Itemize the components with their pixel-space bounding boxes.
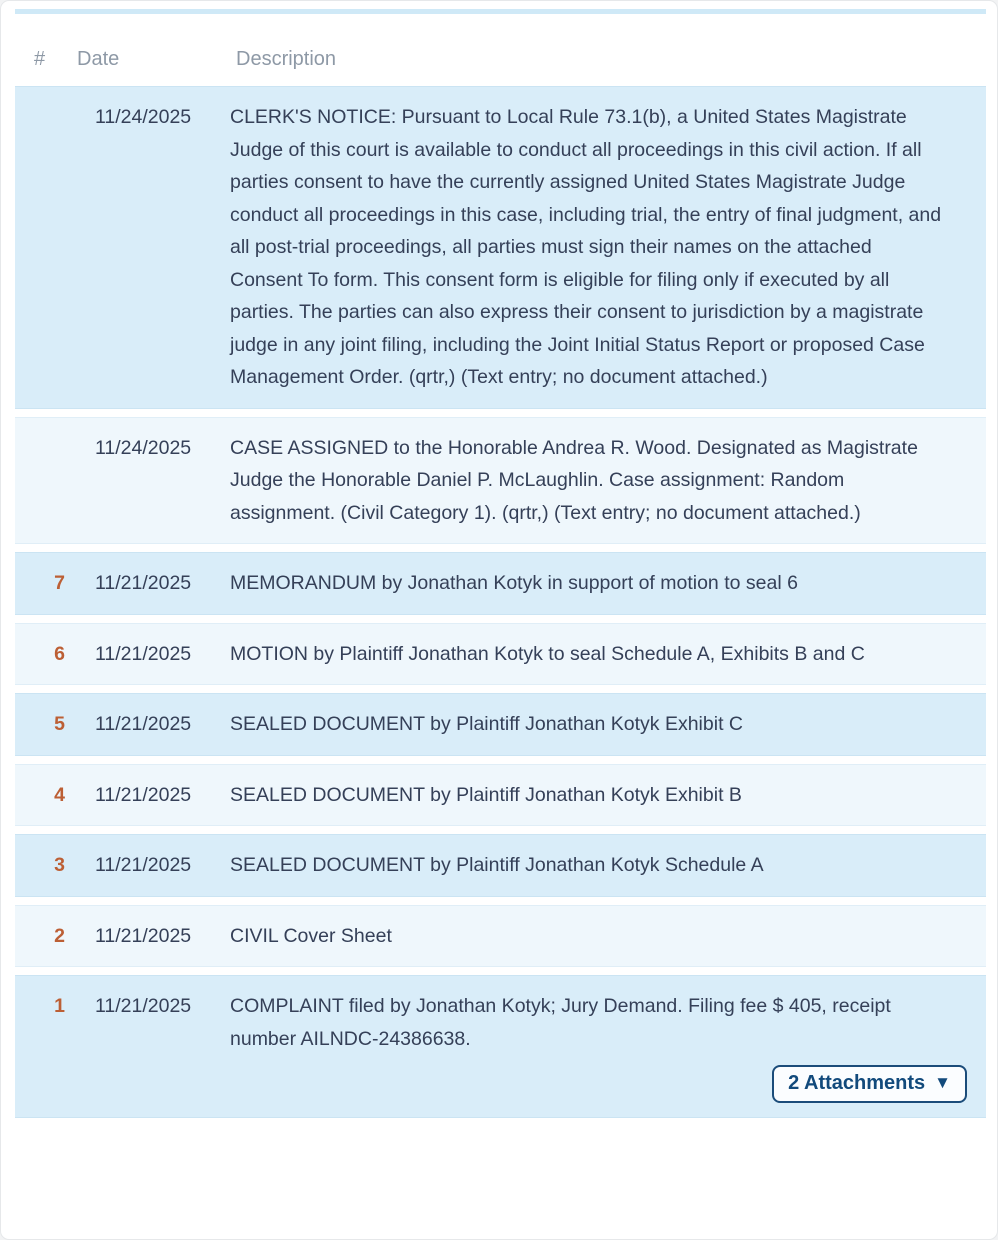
docket-entry-row [15, 86, 986, 409]
entry-number[interactable] [15, 432, 81, 530]
docket-entry-row [15, 975, 986, 1118]
entry-description: CLERK'S NOTICE: Pursuant to Local Rule 73.1(b), a United States Magistrate Judge of this court is available to conduct all proceedings in this civil action. If all parties consent to have the currently assigned United States Magistrate Judge conduct all proceedings in this case, including trial, the entry of final judgment, and all post-trial proceedings, all parties must sign their names on the attached Consent To form. This consent form is eligible for filing only if executed by all parties. The parties can also express their consent to jurisdiction by a magistrate judge in any joint filing, including the Joint Initial Status Report or proposed Case Management Order. (qrtr,) (Text entry; no document attached.) [230, 106, 942, 388]
entry-description: MOTION by Plaintiff Jonathan Kotyk to seal Schedule A, Exhibits B and C [230, 642, 865, 665]
entry-date: 11/21/2025 [95, 995, 192, 1017]
entry-date: 11/21/2025 [95, 924, 192, 947]
docket-entry-row [15, 417, 986, 545]
entry-number[interactable]: 4 [54, 783, 65, 806]
chevron-down-icon: ▼ [934, 1073, 951, 1092]
entry-date: 11/24/2025 [95, 106, 192, 128]
docket-entry-row [15, 905, 986, 968]
entry-description: SEALED DOCUMENT by Plaintiff Jonathan Kotyk Exhibit C [230, 713, 743, 735]
entry-date: 11/21/2025 [95, 572, 192, 594]
docket-entries [15, 86, 986, 1118]
column-header-date: Date [77, 48, 120, 70]
entry-date: 11/24/2025 [95, 436, 192, 459]
entry-description: SEALED DOCUMENT by Plaintiff Jonathan Kotyk Schedule A [230, 854, 764, 876]
column-header-number: # [34, 48, 46, 70]
entry-description: SEALED DOCUMENT by Plaintiff Jonathan Kotyk Exhibit B [230, 783, 742, 806]
entry-number[interactable]: 3 [54, 854, 65, 876]
entry-number[interactable] [15, 101, 81, 394]
entry-number[interactable]: 1 [54, 995, 65, 1017]
entry-number[interactable]: 5 [54, 713, 65, 735]
docket-entry-row [15, 764, 986, 827]
entry-number[interactable]: 6 [54, 642, 65, 665]
table-header-row [15, 14, 986, 86]
docket-entry-row [15, 693, 986, 756]
docket-entry-row [15, 623, 986, 686]
entry-number[interactable]: 7 [54, 572, 65, 594]
entry-description: CASE ASSIGNED to the Honorable Andrea R. Wood. Designated as Magistrate Judge the Honorable Daniel P. McLaughlin. Case assignment: Random assignment. (Civil Category 1). (qrtr,) (Text entry; no document attached.) [230, 436, 918, 524]
docket-table [15, 1, 986, 1126]
attachments-toggle-button[interactable] [772, 1065, 967, 1103]
docket-entry-row [15, 834, 986, 897]
column-header-description: Description [236, 48, 337, 70]
entry-description: CIVIL Cover Sheet [230, 924, 392, 947]
attachments-row [15, 1065, 986, 1103]
attachments-label: 2 Attachments [788, 1072, 926, 1094]
entry-date: 11/21/2025 [95, 642, 192, 665]
entry-date: 11/21/2025 [95, 783, 192, 806]
entry-date: 11/21/2025 [95, 854, 192, 876]
entry-number[interactable]: 2 [54, 924, 65, 947]
entry-description: COMPLAINT filed by Jonathan Kotyk; Jury Demand. Filing fee $ 405, receipt number AILNDC-24386638. [230, 995, 891, 1050]
docket-entry-row [15, 552, 986, 615]
entry-date: 11/21/2025 [95, 713, 192, 735]
entry-description: MEMORANDUM by Jonathan Kotyk in support of motion to seal 6 [230, 572, 798, 594]
